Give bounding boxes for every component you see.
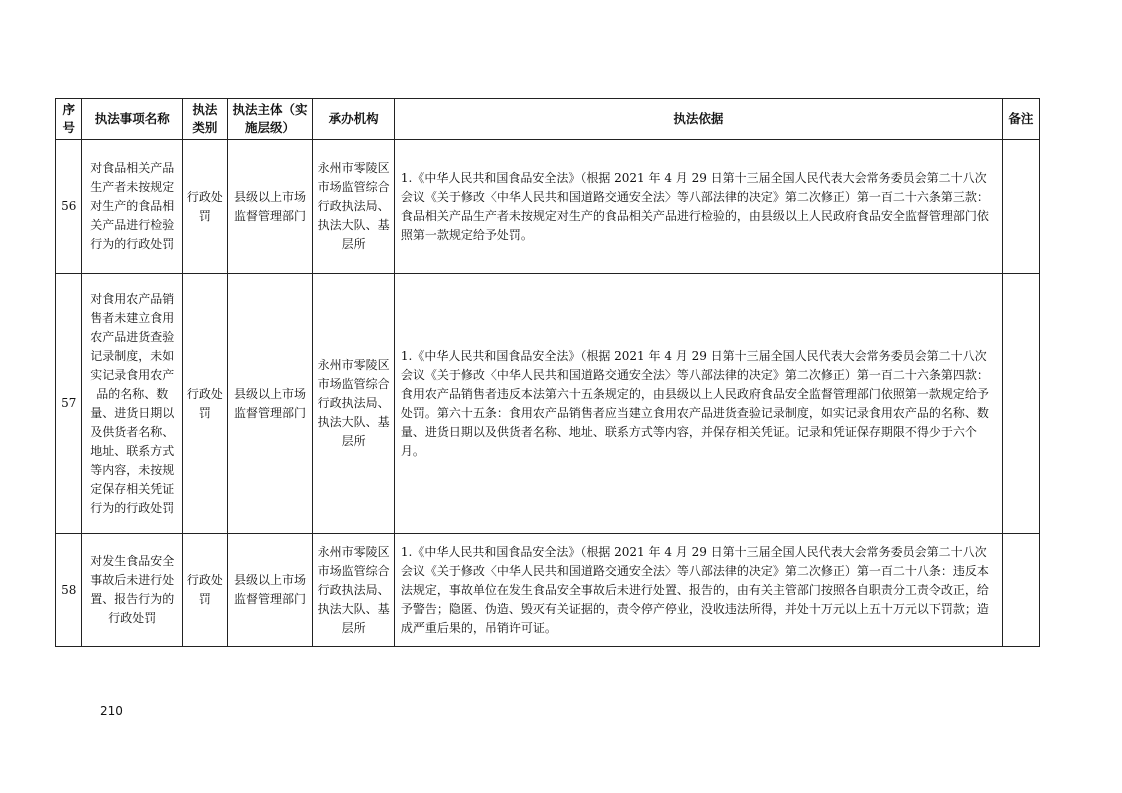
table-row [56, 534, 1040, 647]
cell-note [1002, 534, 1039, 647]
cell-category: 行政处罚 [183, 274, 227, 534]
cell-subject: 县级以上市场监督管理部门 [227, 140, 313, 274]
cell-name: 对发生食品安全事故后未进行处置、报告行为的行政处罚 [82, 534, 183, 647]
table-header-row [56, 99, 1040, 140]
header-seq: 序号 [56, 99, 82, 140]
cell-seq: 56 [56, 140, 82, 274]
header-subject: 执法主体（实施层级） [227, 99, 313, 140]
header-note: 备注 [1002, 99, 1039, 140]
cell-name: 对食品相关产品生产者未按规定对生产的食品相关产品进行检验行为的行政处罚 [82, 140, 183, 274]
header-category: 执法类别 [183, 99, 227, 140]
cell-org: 永州市零陵区市场监管综合行政执法局、执法大队、基层所 [313, 274, 395, 534]
cell-subject: 县级以上市场监督管理部门 [227, 534, 313, 647]
table-row [56, 140, 1040, 274]
header-basis: 执法依据 [394, 99, 1002, 140]
cell-org: 永州市零陵区市场监管综合行政执法局、执法大队、基层所 [313, 534, 395, 647]
cell-note [1002, 140, 1039, 274]
cell-note [1002, 274, 1039, 534]
cell-seq: 57 [56, 274, 82, 534]
cell-name: 对食用农产品销售者未建立食用农产品进货查验记录制度，未如实记录食用农产品的名称、数量、进货日期以及供货者名称、地址、联系方式等内容，未按规定保存相关凭证行为的行政处罚 [82, 274, 183, 534]
cell-basis: 1.《中华人民共和国食品安全法》（根据 2021 年 4 月 29 日第十三届全国人民代表大会常务委员会第二十八次会议《关于修改〈中华人民共和国道路交通安全法〉等八部法律的决定》第二次修正）第一百二十六条第三款：食品相关产品生产者未按规定对生产的食品相关产品进行检验的，由县级以上人民政府食品安全监督管理部门依照第一款规定给予处罚。 [394, 140, 1002, 274]
page-number: 210 [100, 704, 123, 718]
cell-seq: 58 [56, 534, 82, 647]
cell-category: 行政处罚 [183, 140, 227, 274]
cell-basis: 1.《中华人民共和国食品安全法》（根据 2021 年 4 月 29 日第十三届全国人民代表大会常务委员会第二十八次会议《关于修改〈中华人民共和国道路交通安全法〉等八部法律的决定》第二次修正）第一百二十八条：违反本法规定，事故单位在发生食品安全事故后未进行处置、报告的，由有关主管部门按照各自职责分工责令改正，给予警告；隐匿、伪造、毁灭有关证据的，责令停产停业，没收违法所得，并处十万元以上五十万元以下罚款；造成严重后果的，吊销许可证。 [394, 534, 1002, 647]
cell-category: 行政处罚 [183, 534, 227, 647]
header-org: 承办机构 [313, 99, 395, 140]
header-name: 执法事项名称 [82, 99, 183, 140]
enforcement-items-table [55, 98, 1040, 647]
cell-subject: 县级以上市场监督管理部门 [227, 274, 313, 534]
cell-basis: 1.《中华人民共和国食品安全法》（根据 2021 年 4 月 29 日第十三届全国人民代表大会常务委员会第二十八次会议《关于修改〈中华人民共和国道路交通安全法〉等八部法律的决定》第二次修正）第一百二十六条第四款：食用农产品销售者违反本法第六十五条规定的，由县级以上人民政府食品安全监督管理部门依照第一款规定给予处罚。第六十五条：食用农产品销售者应当建立食用农产品进货查验记录制度，如实记录食用农产品的名称、数量、进货日期以及供货者名称、地址、联系方式等内容，并保存相关凭证。记录和凭证保存期限不得少于六个月。 [394, 274, 1002, 534]
table-row [56, 274, 1040, 534]
cell-org: 永州市零陵区市场监管综合行政执法局、执法大队、基层所 [313, 140, 395, 274]
